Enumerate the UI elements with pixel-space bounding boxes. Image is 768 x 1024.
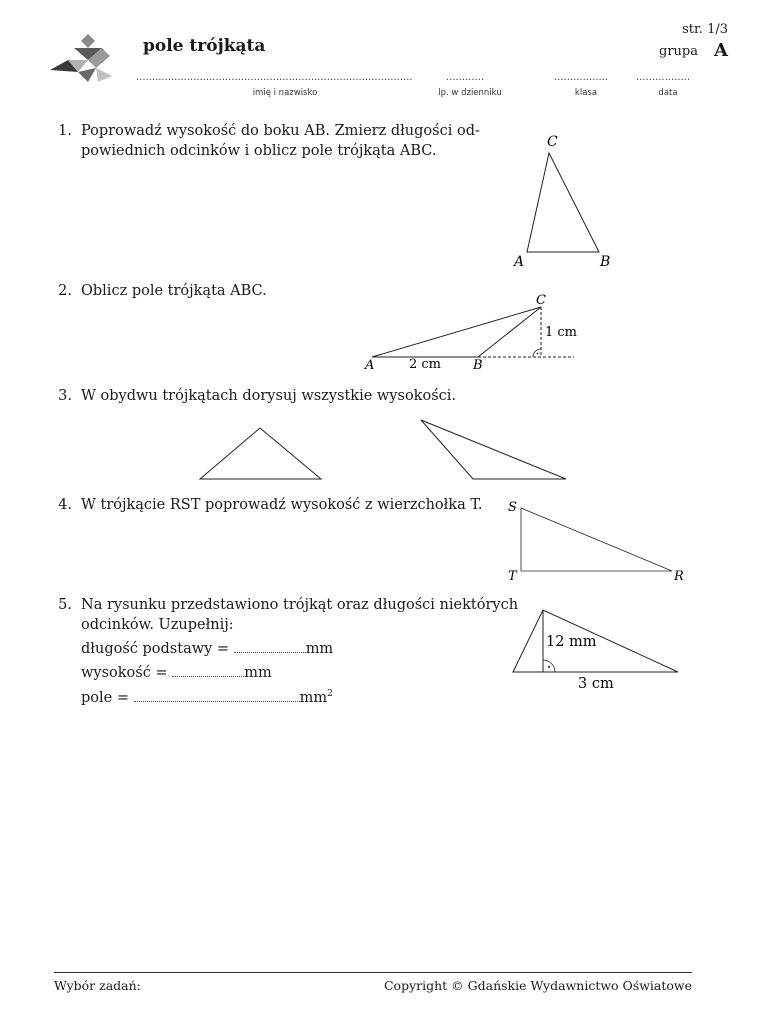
footer-divider: [54, 972, 692, 973]
question-4: [54, 495, 483, 517]
footer-left: Wybór zadań:: [54, 978, 141, 993]
vertex-label-b: B: [600, 254, 611, 270]
question-text-line: Poprowadź wysokość do boku AB. Zmierz długości od-: [81, 123, 480, 139]
vertex-label-c: C: [547, 134, 558, 150]
vertex-label-c: C: [536, 293, 546, 308]
fill-label: wysokość =: [81, 665, 168, 681]
acute-triangle: [200, 428, 321, 479]
question-number: 1.: [58, 123, 72, 139]
fill-unit: mm: [299, 690, 328, 706]
publisher-logo: [48, 34, 114, 84]
height-length-label: 1 cm: [545, 325, 578, 340]
figure-5-triangle: [505, 600, 695, 696]
name-field[interactable]: .......................................................................................: [136, 72, 413, 83]
question-text-line: W obydwu trójkątach dorysuj wszystkie wysokości.: [81, 388, 456, 404]
diary-number-hint: lp. w dzienniku: [438, 88, 502, 98]
question-1: [54, 121, 480, 165]
diary-number-field[interactable]: ............: [446, 72, 485, 83]
question-5: [54, 595, 519, 639]
vertex-label-a: A: [514, 254, 525, 270]
group-label: grupa: [659, 44, 698, 59]
vertex-label-r: R: [674, 569, 684, 584]
fill-base-length: [81, 640, 333, 657]
question-text-line: W trójkącie RST poprowadź wysokość z wierzchołka T.: [81, 497, 483, 513]
question-number: 3.: [58, 388, 72, 404]
question-number: 4.: [58, 497, 72, 513]
fill-unit: mm: [305, 641, 334, 657]
question-text-line: powiednich odcinków i oblicz pole trójkąta ABC.: [81, 143, 437, 159]
height-length-label: 12 mm: [546, 634, 597, 650]
figure-4-right-triangle: [500, 494, 700, 586]
vertex-label-t: T: [508, 569, 517, 584]
date-hint: data: [658, 88, 678, 98]
question-text-line: Oblicz pole trójkąta ABC.: [81, 283, 267, 299]
class-field[interactable]: .................: [554, 72, 609, 83]
vertex-label-a: A: [365, 358, 375, 373]
base-length-label: 2 cm: [409, 357, 442, 372]
vertex-label-s: S: [508, 500, 517, 515]
answer-blank[interactable]: [234, 640, 306, 653]
fill-unit-exponent: 2: [327, 689, 333, 700]
name-hint: imię i nazwisko: [252, 88, 318, 98]
question-number: 2.: [58, 283, 72, 299]
figure-1-triangle: [500, 128, 630, 273]
figure-2-obtuse-triangle: [360, 290, 580, 374]
question-2: [54, 281, 354, 303]
page-number: str. 1/3: [682, 22, 728, 37]
class-hint: klasa: [574, 88, 598, 98]
fill-height: [81, 664, 272, 681]
vertex-label-b: B: [473, 358, 483, 373]
answer-blank[interactable]: [172, 664, 244, 677]
figure-3-triangles: [190, 414, 580, 486]
fill-label: pole =: [81, 690, 129, 706]
question-text-line: Na rysunku przedstawiono trójkąt oraz długości niektórych: [81, 597, 519, 613]
fill-area: [81, 689, 333, 706]
obtuse-triangle: [421, 420, 566, 479]
base-length-label: 3 cm: [578, 676, 614, 692]
footer-copyright: Copyright © Gdańskie Wydawnictwo Oświatowe: [383, 978, 692, 993]
answer-blank[interactable]: [134, 689, 300, 702]
fill-label: długość podstawy =: [81, 641, 230, 657]
fill-unit: mm: [244, 665, 272, 681]
group-letter: A: [714, 40, 728, 61]
date-field[interactable]: .................: [636, 72, 691, 83]
question-number: 5.: [58, 597, 72, 613]
worksheet-title: pole trójkąta: [143, 36, 266, 56]
question-3: [54, 386, 474, 408]
question-text-line: odcinków. Uzupełnij:: [81, 617, 234, 633]
